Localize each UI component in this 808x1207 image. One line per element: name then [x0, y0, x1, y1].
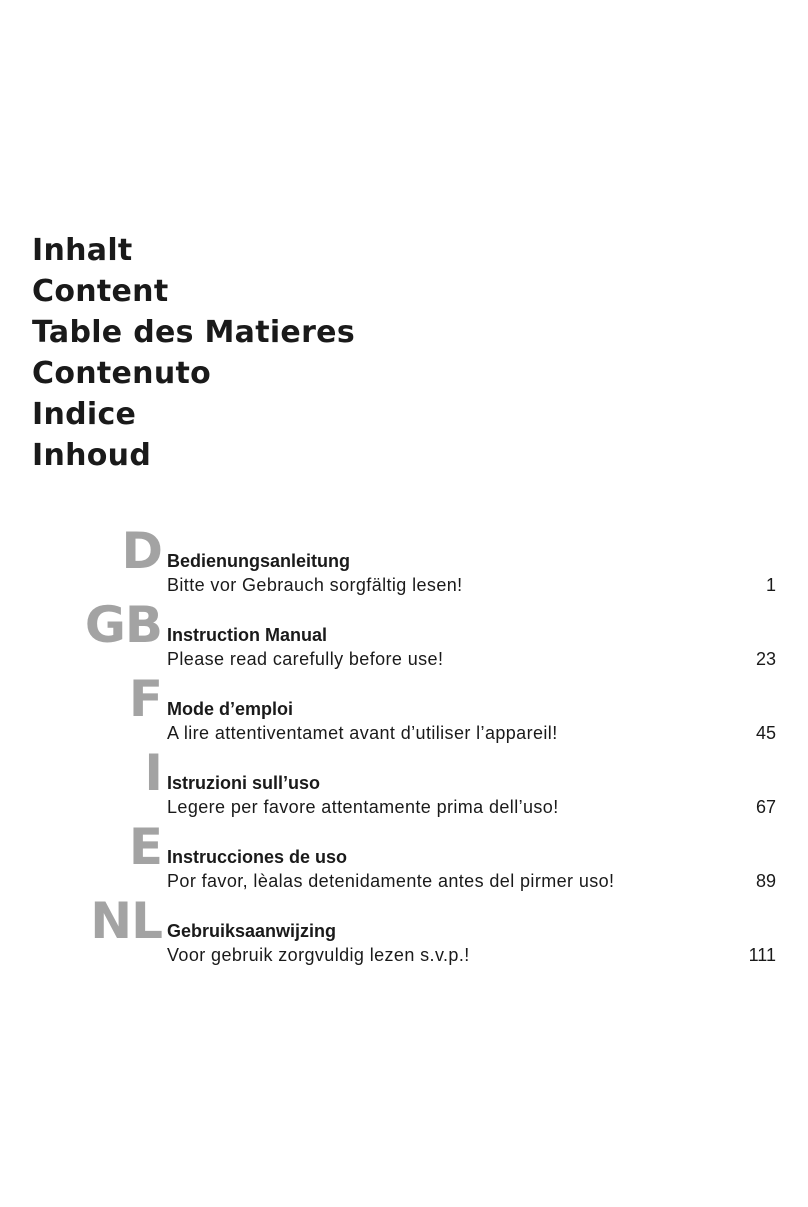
contents-heading-list: [32, 230, 355, 476]
page-number: 111: [748, 945, 776, 965]
heading-content: Content: [32, 274, 169, 309]
language-code: D: [121, 522, 162, 580]
toc-entry-french[interactable]: [0, 670, 808, 748]
section-title: Mode d’emploi: [167, 699, 293, 719]
toc-entry-spanish[interactable]: [0, 818, 808, 896]
heading-indice: Indice: [32, 397, 137, 432]
page-number: 89: [755, 871, 776, 891]
section-title: Instrucciones de uso: [167, 847, 348, 867]
page-number: 67: [755, 797, 776, 817]
page-number: 23: [755, 649, 776, 669]
language-code: I: [144, 744, 162, 802]
heading-inhalt: Inhalt: [32, 233, 133, 268]
heading-inhoud: Inhoud: [32, 438, 152, 473]
toc-entries: [0, 522, 808, 970]
section-description: Voor gebruik zorgvuldig lezen s.v.p.!: [167, 945, 470, 965]
section-title: Bedienungsanleitung: [167, 551, 351, 571]
language-code: NL: [90, 892, 162, 950]
page-number: 1: [765, 575, 776, 595]
section-title: Istruzioni sull’uso: [167, 773, 321, 793]
section-description: Por favor, lèalas detenidamente antes del pirmer uso!: [167, 871, 615, 891]
language-code: E: [128, 818, 162, 876]
section-description: Bitte vor Gebrauch sorgfältig lesen!: [167, 575, 463, 595]
language-code: F: [128, 670, 162, 728]
section-title: Gebruiksaanwijzing: [167, 921, 337, 941]
section-title: Instruction Manual: [167, 625, 328, 645]
page-number: 45: [755, 723, 776, 743]
toc-entry-english[interactable]: [0, 596, 808, 674]
toc-entry-german[interactable]: [0, 522, 808, 600]
toc-entry-dutch[interactable]: [0, 892, 808, 970]
heading-table-des-matieres: Table des Matieres: [32, 315, 355, 350]
language-code: GB: [84, 596, 162, 654]
section-description: Legere per favore attentamente prima dell’uso!: [167, 797, 559, 817]
toc-entry-italian[interactable]: [0, 744, 808, 822]
section-description: Please read carefully before use!: [167, 649, 444, 669]
heading-contenuto: Contenuto: [32, 356, 212, 391]
section-description: A lire attentiventamet avant d’utiliser l’appareil!: [167, 723, 558, 743]
